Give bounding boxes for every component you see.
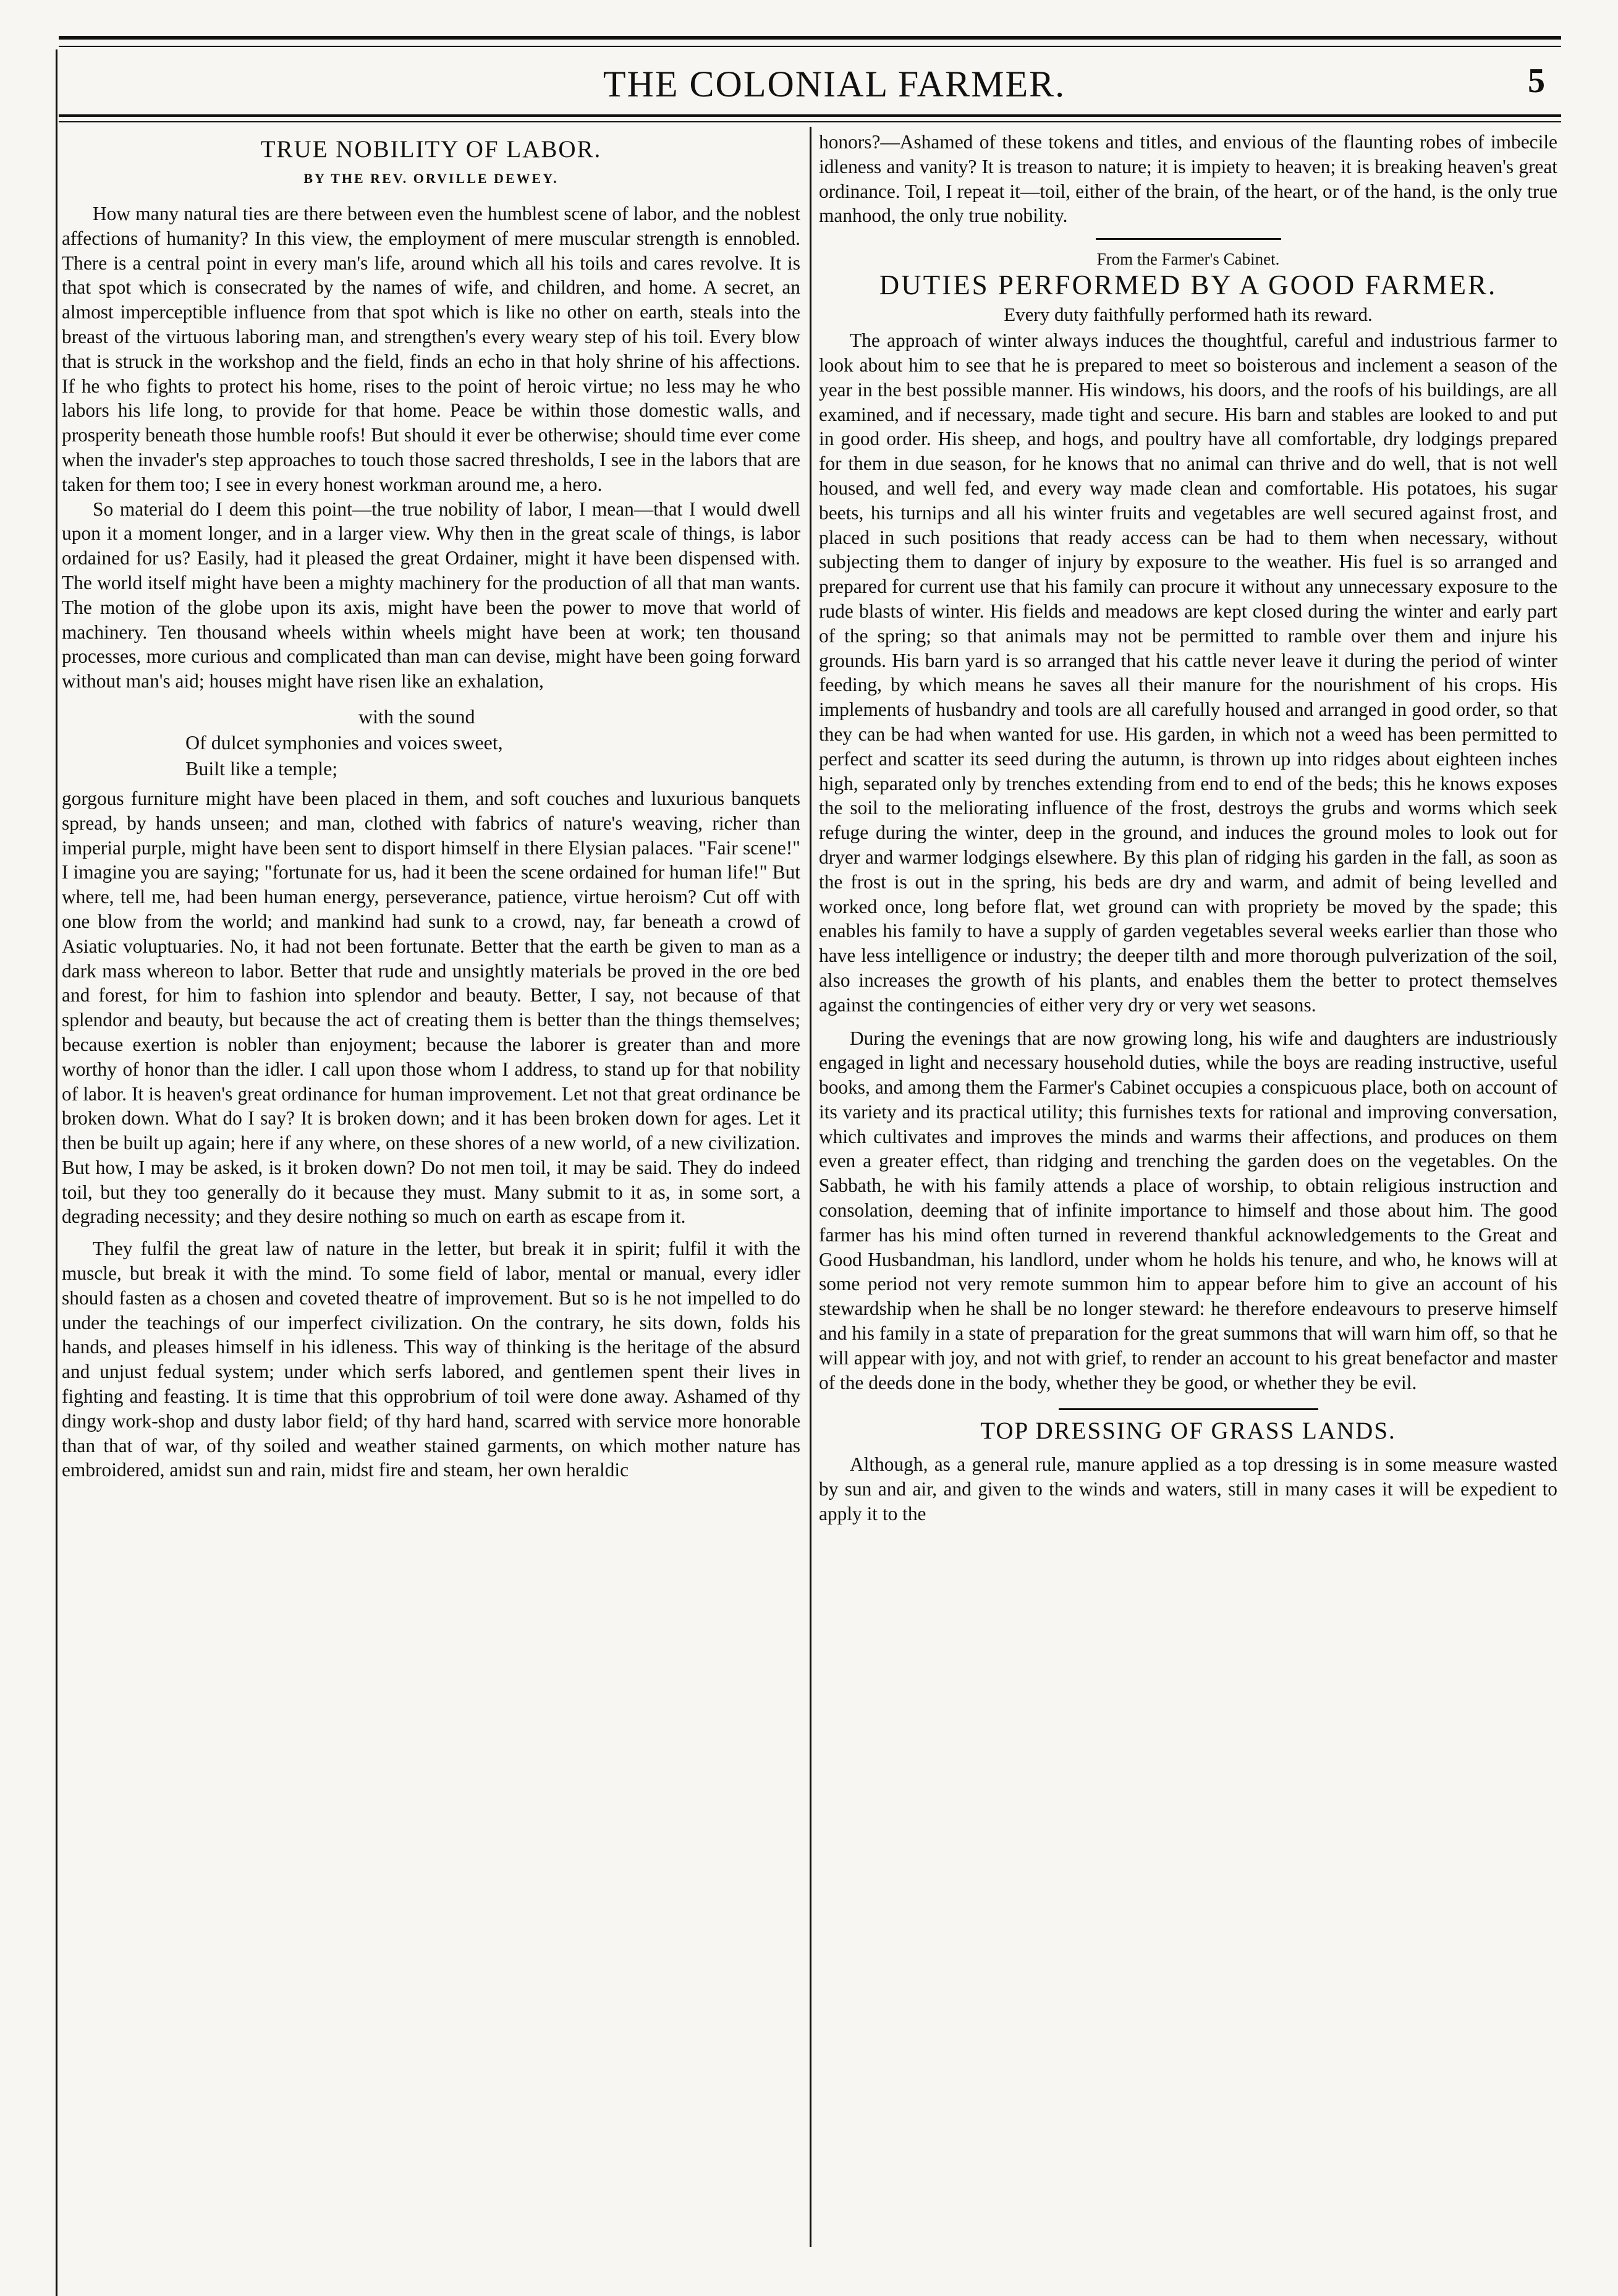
article-byline: BY THE REV. ORVILLE DEWEY. (303, 171, 559, 186)
header-rule-top (59, 36, 1561, 40)
article-paragraph: They fulfil the great law of nature in the letter, but break it in spirit; fulfil it with the muscle, but break it with the mind. To some field of labor, mental or manual, every idler should fasten as a chosen and coveted theatre of improvement. But so is he not impelled to do under the teachings of our imperfect civilization. On the contrary, he sits down, folds his hands, and pleases himself in his idleness. This way of thinking is the heritage of the absurd and unjust fedual system; under which serfs labored, and gentlemen spent their lives in fighting and feasting. It is time that this opprobrium of toil were done away. Ashamed of thy dingy work-shop and dusty labor field; of thy hard hand, scarred with service more honorable than that of war, of thy soiled and weather stained garments, on which mother nature has embroidered, amidst sun and rain, midst fire and steam, her own heraldic (62, 1238, 800, 1481)
article-source: From the Farmer's Cabinet. (1096, 250, 1280, 269)
article-paragraph: During the evenings that are now growing long, his wife and daughters are industriously engaged in light and necessary household duties, while the boys are reading instructive, useful books, and among them the Farmer's Cabinet occupies a conspicuous place, both on account of its variety and its practical utility; this furnishes texts for rational and improving conversation, which cultivates and improves the minds and warms their affections, and produces on them even a greater effect, than ridging and trenching the garden does on the vegetables. On the Sabbath, he with his family attends a place of worship, to obtain religious instruction and consolation, deeming that of infinite importance to himself and those about him. The good farmer has his mind often turned in reverend thankful acknowledgements to the Great and Good Husbandman, his landlord, under whom he holds his tenure, and who, he knows will at some period not very remote summon him to appear before him to give an account of his stewardship when he shall be no longer steward: he therefore endeavours to preserve himself and his family in a state of preparation for the great summons that will warn him off, so that he will appear with joy, and not with grief, to render an account to his great benefactor and master of the deeds done in the body, whether they be good, or whether they be evil. (819, 1027, 1557, 1393)
left-column (62, 130, 800, 2244)
poem-quote (62, 704, 800, 781)
verse-line: with the sound (358, 705, 475, 728)
article-separator (1059, 1408, 1318, 1410)
article-separator (1096, 238, 1281, 240)
verse-line: Of dulcet symphonies and voices sweet, (185, 731, 503, 754)
article-paragraph: The approach of winter always induces the thoughtful, careful and industrious farmer to look about him to see that he is prepared to meet so boisterous and inclement a season of the year in the best possible manner. His windows, his doors, and the roofs of his buildings, are all examined, and if necessary, made tight and secure. His barn and stables are looked to and put in good order. His sheep, and hogs, and poultry have all comfortable, dry lodgings prepared for them in due season, for he knows that no animal can thrive and do well, that is not well housed, and well fed, and every way made clean and comfortable. His potatoes, his sugar beets, his turnips and all his winter fruits and vegetables are well secured against frost, and placed in such positions that ready access can be had to them when necessary, without subjecting them to danger of injury by exposure to the weather. His fuel is so arranged and prepared for current use that his family can procure it without any unnecessary exposure to the rude blasts of winter. His fields and meadows are kept closed during the winter and early part of the spring; so that animals may not be permitted to ramble over them and injure his grounds. His barn yard is so arranged that his cattle never leave it during the period of winter feeding, by which means he saves all their manure for the nourishment of his crops. His implements of husbandry and tools are all carefully housed and arranged in good order, so that they can be had when wanted for use. His garden, in which not a weed has been permitted to perfect and scatter its seed during the autumn, is thrown up into ridges about eighteen inches high, separated only by trenches extending from end to end of the beds; this he knows exposes the soil to the meliorating influence of the frost, destroys the grubs and worms which seek refuge during the winter, deep in the ground, and induces the ground moles to look out for dryer and warmer lodgings elsewhere. By this plan of ridging his garden in the fall, as soon as the frost is out in the spring, his beds are dry and warm, and admit of being levelled and worked once, long before flat, wet ground can with propriety be moved by the spade; this enables his family to have a supply of garden vegetables several weeks earlier than those who have less intelligence or industry; the deeper tilth and more thorough pulverization of the soil, also increases the growth of his plants, and enables them the better to protect themselves against the contingencies of either very dry or very wet seasons. (819, 330, 1557, 1016)
article-paragraph: How many natural ties are there between even the humblest scene of labor, and the noblest affections of humanity? In this view, the employment of mere muscular strength is ennobled. There is a central point in every man's life, around which all his toils and cares revolve. It is that spot which is consecrated by the names of wife, and children, and home. A secret, an almost imperceptible influence from that spot which is like no other on earth, steals into the breast of the virtuous laboring man, and strengthen's every weary step of his toil. Every blow that is struck in the workshop and the field, finds an echo in that holy shrine of his affections. If he who fights to protect his home, rises to the point of heroic virtue; no less may he who labors his life long, to provide for that home. Peace be within those domestic walls, and prosperity beneath those humble roofs! But should it ever be otherwise; should time ever come when the invader's step approaches to touch those sacred thresholds, I see in the labors that are taken for them too; I see in every honest workman around me, a hero. (62, 203, 800, 495)
article-paragraph: So material do I deem this point—the true nobility of labor, I mean—that I would dwell upon it a moment longer, and in a larger view. Why then in the great scale of things, is labor ordained for us? Easily, had it pleased the great Ordainer, might it have been dispensed with. The world itself might have been a mighty machinery for the production of all that man wants. The motion of the globe upon its axis, might have been the power to move that world of machinery. Ten thousand wheels within wheels might have been at work; ten thousand processes, more curious and complicated than man can devise, might have been going forward without man's aid; houses might have risen like an exhalation, (62, 498, 800, 692)
page-header-title: THE COLONIAL FARMER. (603, 64, 1066, 104)
article-paragraph: Although, as a general rule, manure applied as a top dressing is in some measure wasted by sun and air, and given to the winds and waters, still in many cases it will be expedient to apply it to the (819, 1453, 1557, 1525)
page-number: 5 (1528, 62, 1545, 100)
article-title: TRUE NOBILITY OF LABOR. (260, 136, 602, 163)
left-margin-rule (56, 49, 57, 2296)
verse-line: Built like a temple; (185, 757, 338, 780)
article-motto: Every duty faithfully performed hath its reward. (1004, 304, 1373, 326)
column-divider (810, 127, 811, 2247)
article-paragraph: gorgous furniture might have been placed in them, and soft couches and luxurious banquets spread, by hands unseen; and man, clothed with fabrics of nature's weaving, richer than imperial purple, might have been sent to disport himself in there Elysian palaces. "Fair scene!" I imagine you are saying; "fortunate for us, had it been the scene ordained for human life!" But where, tell me, had been human energy, perseverance, patience, virtue heroism? Cut off with one blow from the world; and mankind had sunk to a crowd, nay, far beneath a crowd of Asiatic voluptuaries. No, it had not been fortunate. Better that the earth be given to man as a dark mass whereon to labor. Better that rude and unsightly materials be proved in the ore bed and forest, for him to fashion into splendor and beauty. Better, I say, not because of that splendor and beauty, but because the act of creating them is better than the things themselves; because exertion is nobler than enjoyment; because the laborer is greater than and more worthy of honor than the idler. I call upon those whom I address, to stand up for that nobility of labor. It is heaven's great ordinance for human improvement. Let not that great ordinance be broken down. What do I say? It is broken down; and it has been broken down for ages. Let it then be built up again; here if any where, on these shores of a new world, of a new civilization. But how, I may be asked, is it broken down? Do not men toil, it may be said. They do indeed toil, but they too generally do it because they must. Many submit to it as, in some sort, a degrading necessity; and they desire nothing so much on earth as escape from it. (62, 787, 800, 1228)
right-column (819, 130, 1557, 2244)
article-continuation: honors?—Ashamed of these tokens and titles, and envious of the flaunting robes of imbecile idleness and vanity? It is treason to nature; it is impiety to heaven; it is breaking heaven's great ordinance. Toil, I repeat it—toil, either of the brain, of the heart, or of the hand, is the only true manhood, the only true nobility. (819, 131, 1557, 227)
header-rule-bottom-thin (59, 121, 1561, 122)
article-title: TOP DRESSING OF GRASS LANDS. (980, 1418, 1396, 1445)
header-rule-bottom (59, 114, 1561, 117)
article-title: DUTIES PERFORMED BY A GOOD FARMER. (879, 270, 1497, 301)
header-rule-top-thin (59, 46, 1561, 47)
